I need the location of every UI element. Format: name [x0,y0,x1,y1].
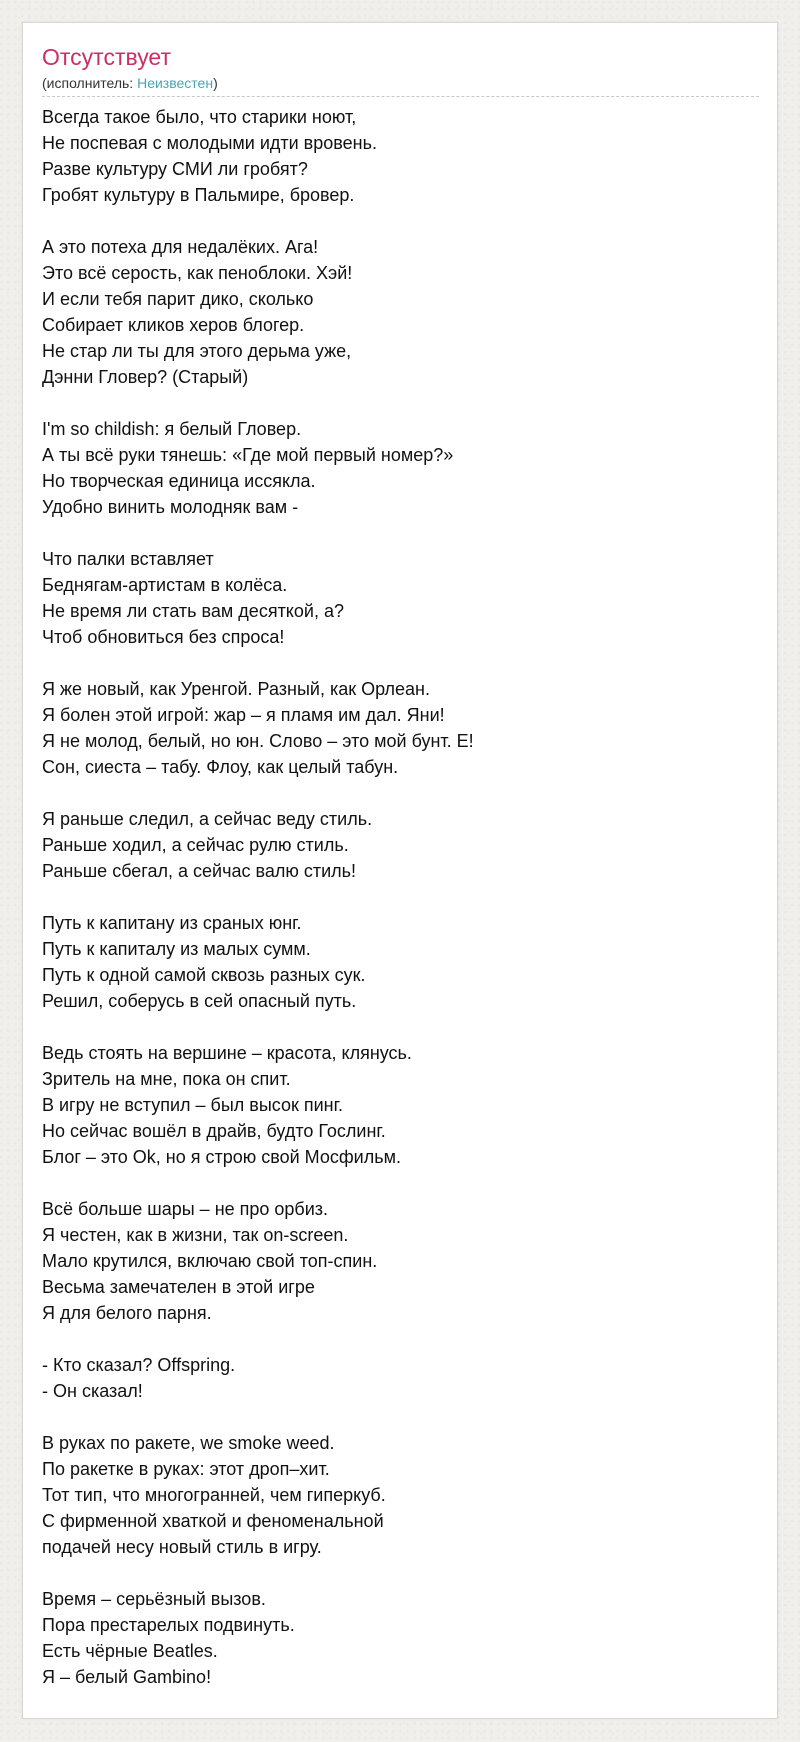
lyrics-line: Путь к капитану из сраных юнг. [42,913,302,933]
lyrics-line: Я для белого парня. [42,1303,212,1323]
lyrics-line: Сон, сиеста – табу. Флоу, как целый табун. [42,757,399,777]
lyrics-line: I'm so childish: я белый Гловер. [42,419,302,439]
lyrics-line: Весьма замечателен в этой игре [42,1277,315,1297]
lyrics-line: Разве культуру СМИ ли гробят? [42,159,308,179]
song-title: Отсутствует [42,44,171,70]
lyrics-line: Блог – это Ok, но я строю свой Мосфильм. [42,1147,401,1167]
lyrics-card [22,22,778,1719]
lyrics-stanza [42,676,759,780]
lyrics-line: Путь к капиталу из малых сумм. [42,939,311,959]
lyrics-line: Дэнни Гловер? (Старый) [42,367,249,387]
artist-prefix: (исполнитель: [42,75,138,91]
lyrics-line: Путь к одной самой сквозь разных сук. [42,965,366,985]
lyrics-line: Я честен, как в жизни, так on-screen. [42,1225,349,1245]
artist-line [42,74,759,97]
lyrics-line: С фирменной хваткой и феноменальной [42,1511,384,1531]
lyrics-line: Чтоб обновиться без спроса! [42,627,285,647]
lyrics-line: Зритель на мне, пока он спит. [42,1069,291,1089]
lyrics-line: Решил, соберусь в сей опасный путь. [42,991,357,1011]
lyrics-stanza [42,1196,759,1326]
lyrics-stanza [42,1586,759,1690]
lyrics-line: подачей несу новый стиль в игру. [42,1537,322,1557]
lyrics-line: Беднягам-артистам в колёса. [42,575,288,595]
lyrics-line: Пора престарелых подвинуть. [42,1615,295,1635]
lyrics-stanza [42,806,759,884]
lyrics-stanza [42,1430,759,1560]
lyrics-line: Есть чёрные Beatles. [42,1641,218,1661]
lyrics-line: Мало крутился, включаю свой топ-спин. [42,1251,378,1271]
lyrics-stanza [42,546,759,650]
lyrics-stanza [42,1040,759,1170]
lyrics-line: Но сейчас вошёл в драйв, будто Гослинг. [42,1121,386,1141]
lyrics-line: Что палки вставляет [42,549,214,569]
lyrics-line: - Он сказал! [42,1381,143,1401]
lyrics-line: - Кто сказал? Offspring. [42,1355,236,1375]
lyrics-line: Гробят культуру в Пальмире, бровер. [42,185,355,205]
lyrics-stanza [42,234,759,390]
lyrics-line: Я болен этой игрой: жар – я пламя им дал. Яни! [42,705,445,725]
lyrics-stanza [42,104,759,208]
lyrics-line: Время – серьёзный вызов. [42,1589,266,1609]
lyrics-line: Не стар ли ты для этого дерьма уже, [42,341,352,361]
lyrics-line: Всегда такое было, что старики ноют, [42,107,357,127]
lyrics-line: Я не молод, белый, но юн. Слово – это мой бунт. Е! [42,731,474,751]
lyrics-line: Я – белый Gambino! [42,1667,212,1687]
lyrics-line: Всё больше шары – не про орбиз. [42,1199,329,1219]
lyrics-line: В игру не вступил – был высок пинг. [42,1095,343,1115]
lyrics-line: Не время ли стать вам десяткой, а? [42,601,344,621]
lyrics-line: Но творческая единица иссякла. [42,471,316,491]
lyrics-line: Не поспевая с молодыми идти вровень. [42,133,377,153]
lyrics-stanza [42,1352,759,1404]
lyrics-line: А это потеха для недалёких. Ага! [42,237,319,257]
lyrics-line: Раньше сбегал, а сейчас валю стиль! [42,861,357,881]
lyrics-line: И если тебя парит дико, сколько [42,289,314,309]
lyrics-line: А ты всё руки тянешь: «Где мой первый номер?» [42,445,454,465]
lyrics-line: По ракетке в руках: этот дроп–хит. [42,1459,330,1479]
lyrics-line: Тот тип, что многогранней, чем гиперкуб. [42,1485,386,1505]
lyrics-line: Удобно винить молодняк вам - [42,497,299,517]
lyrics-line: В руках по ракете, we smoke weed. [42,1433,335,1453]
lyrics-stanza [42,910,759,1014]
lyrics-line: Ведь стоять на вершине – красота, клянусь. [42,1043,412,1063]
lyrics-body [42,104,759,1716]
lyrics-line: Это всё серость, как пеноблоки. Хэй! [42,263,353,283]
lyrics-line: Я раньше следил, а сейчас веду стиль. [42,809,373,829]
lyrics-line: Я же новый, как Уренгой. Разный, как Орлеан. [42,679,430,699]
artist-link[interactable]: Неизвестен [137,75,214,91]
song-header [42,43,759,97]
lyrics-line: Раньше ходил, а сейчас рулю стиль. [42,835,349,855]
artist-suffix: ) [213,75,218,91]
lyrics-stanza [42,416,759,520]
lyrics-line: Собирает кликов херов блогер. [42,315,305,335]
